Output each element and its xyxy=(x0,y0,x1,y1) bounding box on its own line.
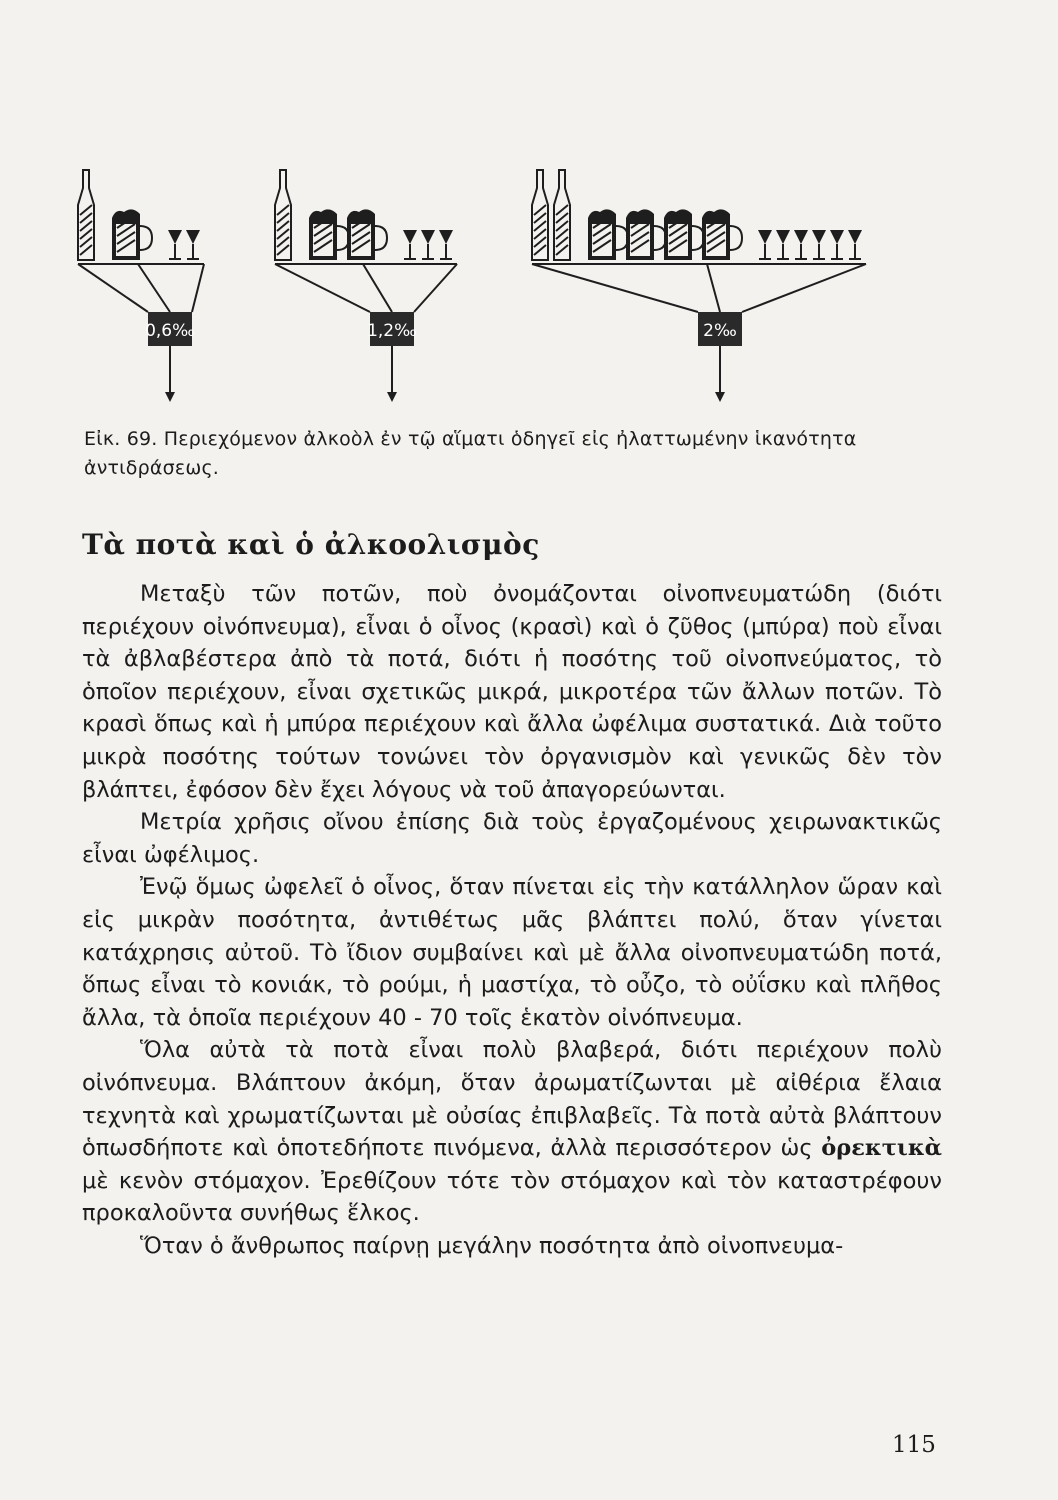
connector-line xyxy=(138,264,170,312)
beer-mug-icon xyxy=(112,209,152,260)
paragraph-3: Ἐνῷ ὅμως ὠφελεῖ ὁ οἶνος, ὅταν πίνεται εἰς τὴν κατάλληλον ὥραν καὶ εἰς μικρὰν ποσότητα, ἀντιθέτως μᾶς βλάπτει πολύ, ὅταν γίνεται κατάχρησις αὐτοῦ. Τὸ ἴδιον συμβαίνει καὶ μὲ ἄλλα οἰνοπνευματώδη ποτά, ὅπως εἶναι τὸ κονιάκ, τὸ ρούμι, ἡ μαστίχα, τὸ οὖζο, τὸ οὐΐσκυ καὶ πλῆθος ἄλλα, τὰ ὁποῖα περιέχουν 40 - 70 τοῖς ἑκατὸν οἰνόπνευμα. xyxy=(82,874,942,1031)
wine-glass-icon xyxy=(848,230,862,259)
bottle-icon xyxy=(78,170,94,260)
beer-mug-icon xyxy=(664,209,704,260)
drink-group xyxy=(532,170,862,260)
page-number: 115 xyxy=(892,1432,936,1458)
wine-glass-icon xyxy=(186,230,200,259)
bottle-icon xyxy=(532,170,548,260)
wine-glass-icon xyxy=(421,230,435,259)
bac-badge-label: 2‰ xyxy=(703,321,737,341)
bac-badge-label: 0,6‰ xyxy=(145,321,195,341)
connector-line xyxy=(742,264,866,312)
connector-line xyxy=(532,264,698,312)
wine-glass-icon xyxy=(439,230,453,259)
bac-badge-label: 1,2‰ xyxy=(367,321,417,341)
drink-group xyxy=(78,170,200,260)
down-arrow-icon xyxy=(387,392,397,402)
figure-badges xyxy=(145,312,742,402)
wine-glass-icon xyxy=(830,230,844,259)
section-heading: Τὰ ποτὰ καὶ ὁ ἀλκοολισμὸς xyxy=(82,528,540,561)
alcohol-figure xyxy=(70,160,950,410)
figure-caption: Εἰκ. 69. Περιεχόμενον ἀλκοὸλ ἐν τῷ αἵματι ὁδηγεῖ εἰς ἠλαττωμένην ἱκανότητα ἀντιδράσεως. xyxy=(84,428,857,479)
beer-mug-icon xyxy=(588,209,628,260)
wine-glass-icon xyxy=(758,230,772,259)
wine-glass-icon xyxy=(812,230,826,259)
drink-group xyxy=(275,170,453,260)
wine-glass-icon xyxy=(776,230,790,259)
bottle-icon xyxy=(275,170,291,260)
wine-glass-icon xyxy=(168,230,182,259)
wine-glass-icon xyxy=(794,230,808,259)
connector-line xyxy=(707,264,720,312)
beer-mug-icon xyxy=(626,209,666,260)
down-arrow-icon xyxy=(165,392,175,402)
figure-connector-lines xyxy=(78,264,866,312)
emphasis-term: ὀρεκτικὰ xyxy=(821,1135,942,1162)
beer-mug-icon xyxy=(702,209,742,260)
paragraph-4-start: Ὅλα αὐτὰ τὰ ποτὰ εἶναι πολὺ βλαβερά, διότι περιέχουν πολὺ οἰνόπνευμα. Βλάπτουν ἀκόμη, ὅταν ἀρωματίζωνται μὲ αἰθέρια ἔλαια τεχνητὰ καὶ χρωματίζωνται μὲ οὐσίας ἐπιβλαβεῖς. Τὰ ποτὰ αὐτὰ βλάπτουν ὁπωσδήποτε καὶ ὁποτεδήποτε πινόμενα, ἀλλὰ περισσότερον ὡς xyxy=(82,1037,942,1162)
connector-line xyxy=(275,264,370,312)
beer-mug-icon xyxy=(347,209,387,260)
paragraph-2: Μετρία χρῆσις οἴνου ἐπίσης διὰ τοὺς ἐργαζομένους χειρωνακτικῶς εἶναι ὠφέλιμος. xyxy=(82,809,942,868)
paragraph-1: Μεταξὺ τῶν ποτῶν, ποὺ ὀνομάζονται οἰνοπνευματώδη (διότι περιέχουν οἰνόπνευμα), εἶναι ὁ οἶνος (κρασὶ) καὶ ὁ ζῦθος (μπύρα) ποὺ εἶναι τὰ ἀβλαβέστερα ἀπὸ τὰ ποτά, διότι ἡ ποσότης τοῦ οἰνοπνεύματος, τὸ ὁποῖον περιέχουν, εἶναι σχετικῶς μικρά, μικροτέρα τῶν ἄλλων ποτῶν. Τὸ κρασὶ ὅπως καὶ ἡ μπύρα περιέχουν καὶ ἄλλα ὠφέλιμα συστατικά. Διὰ τοῦτο μικρὰ ποσότης τούτων τονώνει τὸν ὀργανισμὸν καὶ γενικῶς δὲν τὸν βλάπτει, ἐφόσον δὲν ἔχει λόγους νὰ τοῦ ἀπαγορεύωνται. xyxy=(82,581,942,803)
paragraph-5: Ὅταν ὁ ἄνθρωπος παίρνῃ μεγάλην ποσότητα ἀπὸ οἰνοπνευμα- xyxy=(140,1232,844,1259)
down-arrow-icon xyxy=(715,392,725,402)
wine-glass-icon xyxy=(403,230,417,259)
paragraph-4-end: μὲ κενὸν στόμαχον. Ἐρεθίζουν τότε τὸν στόμαχον καὶ τὸν καταστρέφουν προκαλοῦντα συνήθως ἕλκος. xyxy=(82,1167,942,1227)
bottle-icon xyxy=(554,170,570,260)
connector-line xyxy=(192,264,204,312)
body-text xyxy=(82,578,942,1262)
beer-mug-icon xyxy=(309,209,349,260)
connector-line xyxy=(414,264,457,312)
figure-drinks xyxy=(78,170,862,260)
connector-line xyxy=(78,264,148,312)
connector-line xyxy=(363,264,392,312)
paragraph-4 xyxy=(82,1034,942,1230)
